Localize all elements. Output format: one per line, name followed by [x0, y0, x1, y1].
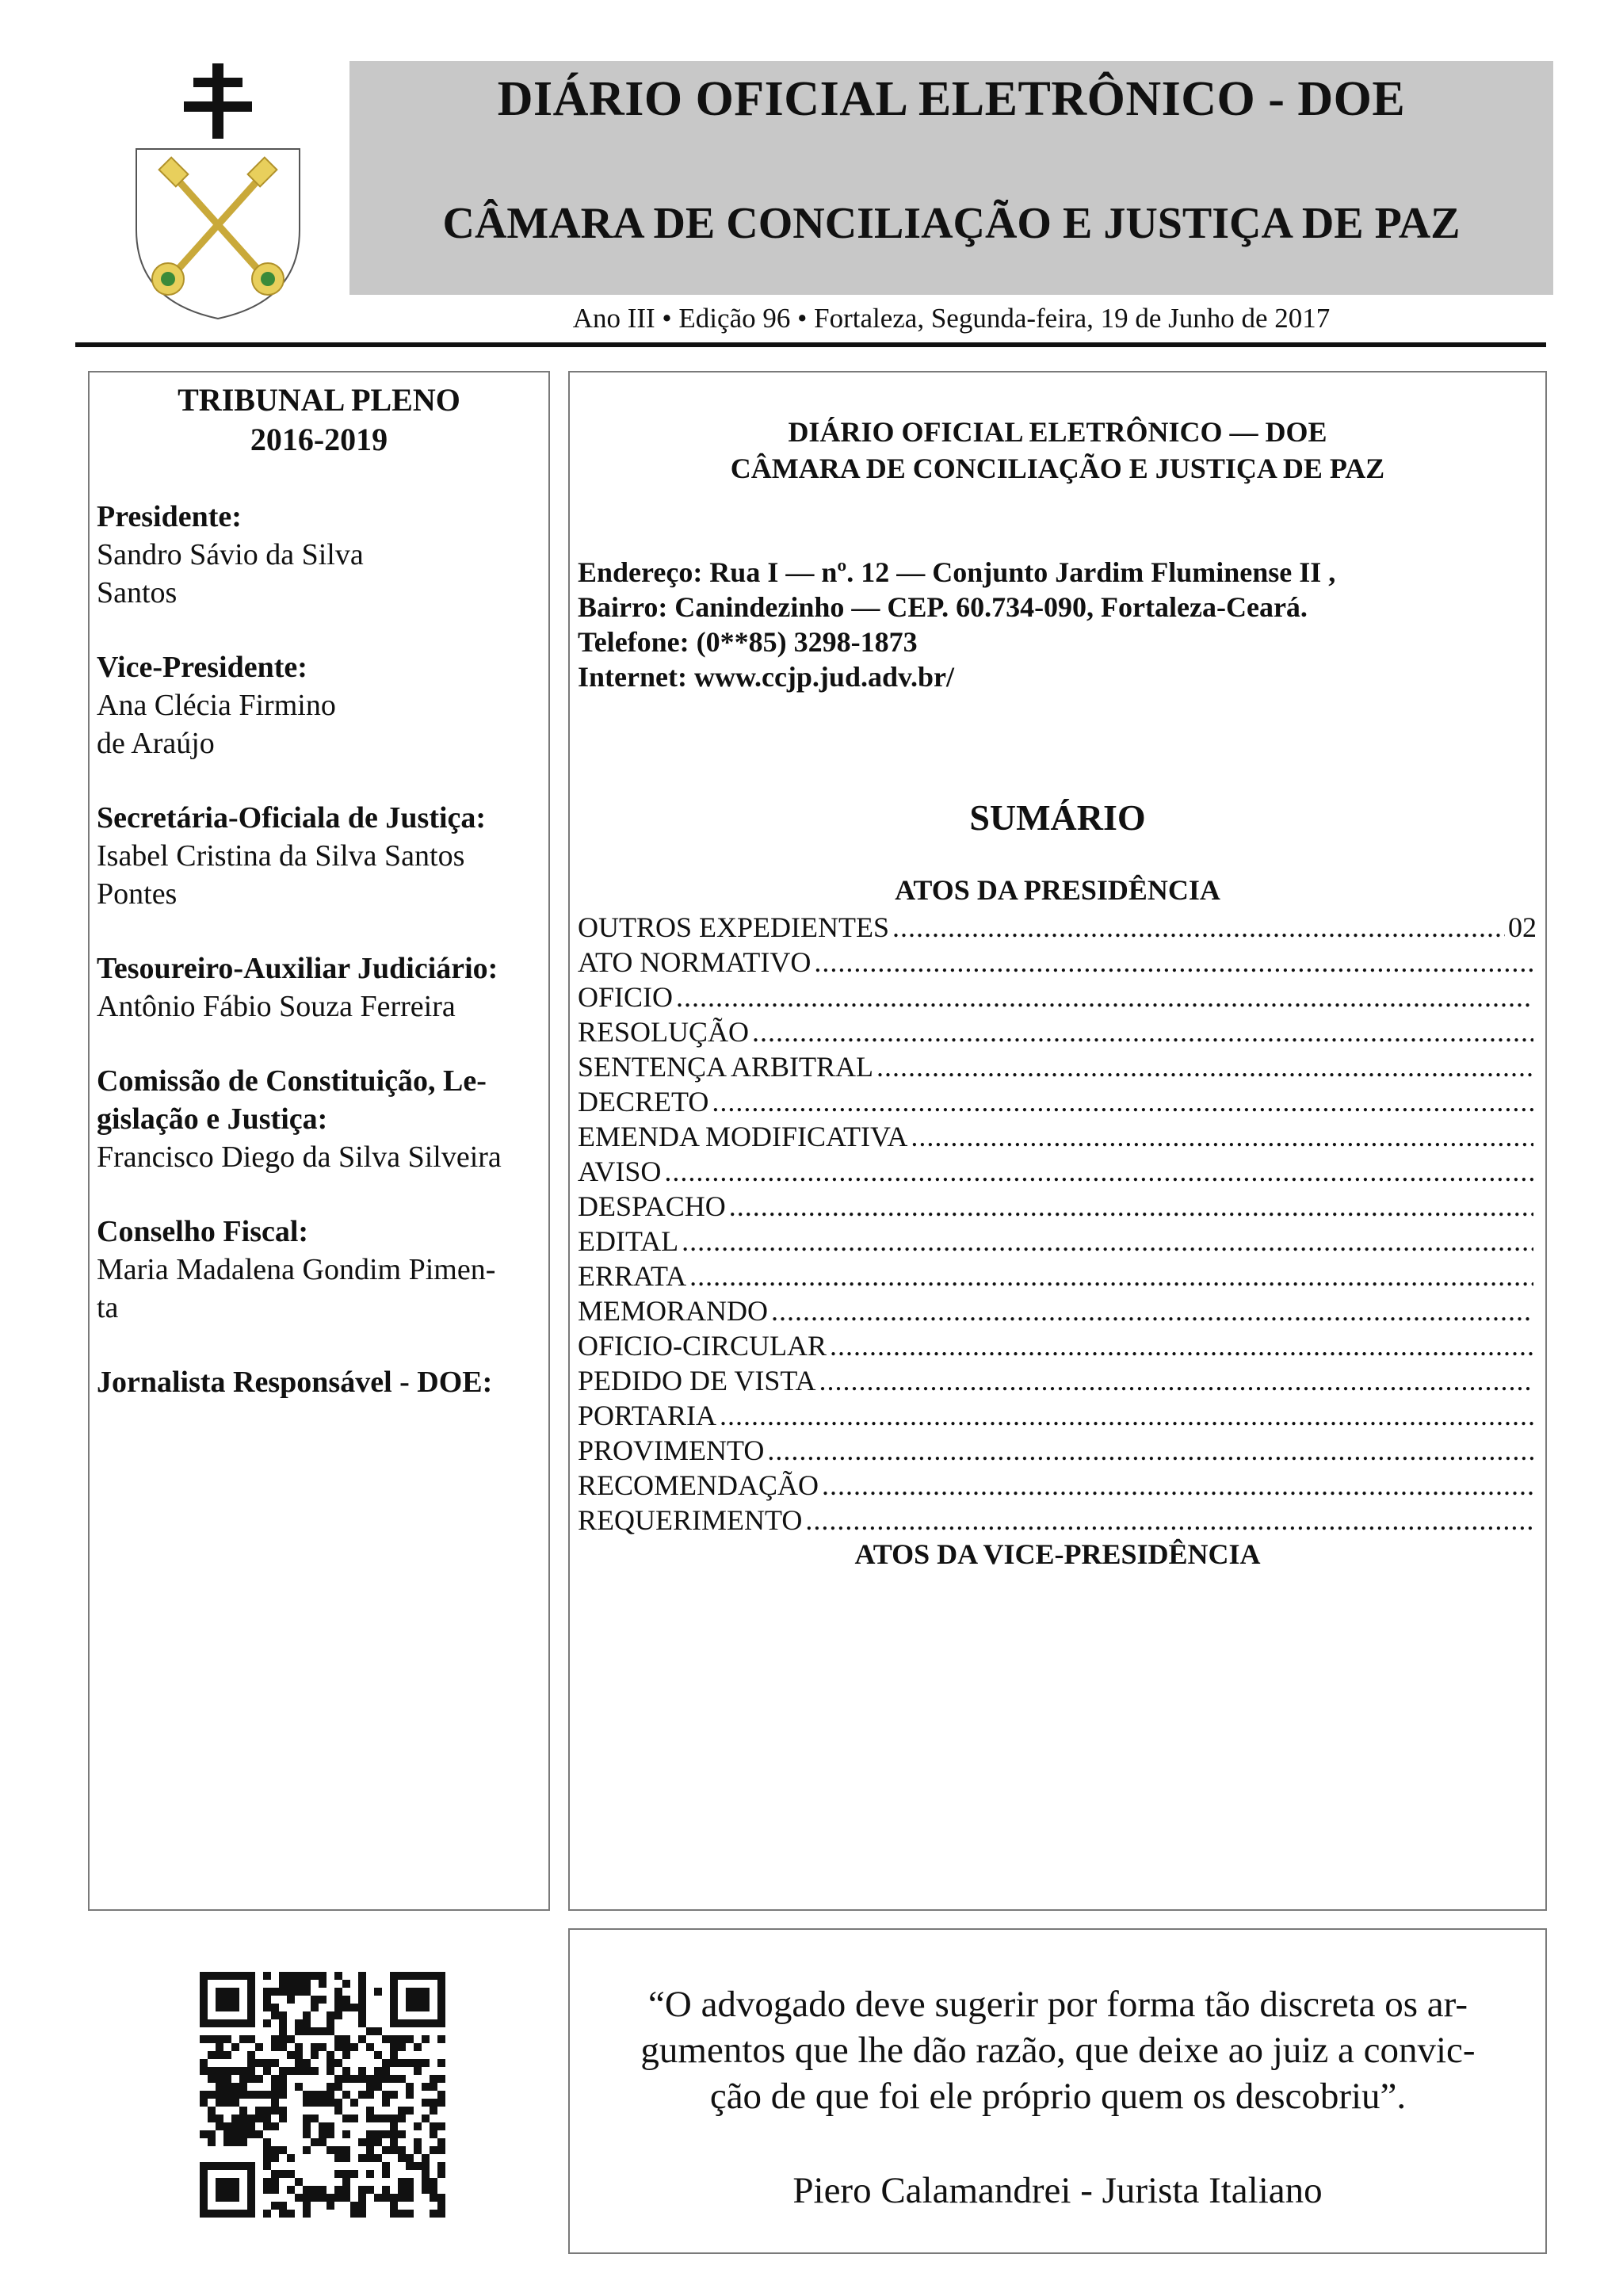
- quote-line: ção de que foi ele próprio quem os descobriu”.: [709, 2076, 1407, 2117]
- toc-label: AVISO: [578, 1156, 662, 1187]
- member-role: Comissão de Constituição, Le-: [97, 1064, 487, 1098]
- toc-label: MEMORANDO: [578, 1295, 769, 1327]
- summary-title: SUMÁRIO: [969, 797, 1146, 838]
- toc-leader-dots: [729, 1189, 1533, 1224]
- toc-leader-dots: [682, 1224, 1533, 1259]
- page-subtitle: CÂMARA DE CONCILIAÇÃO E JUSTIÇA DE PAZ: [442, 199, 1461, 248]
- section-heading-vice-presidency: ATOS DA VICE-PRESIDÊNCIA: [854, 1538, 1261, 1570]
- member-conselho-fiscal: [97, 1213, 540, 1327]
- quote-line: “O advogado deve sugerir por forma tão discreta os ar-: [648, 1984, 1468, 2025]
- member-name: Pontes: [97, 877, 178, 911]
- toc-item[interactable]: [578, 1049, 1537, 1084]
- toc-leader-dots: [712, 1084, 1533, 1119]
- toc-label: DESPACHO: [578, 1190, 726, 1222]
- toc-item[interactable]: [578, 945, 1537, 980]
- toc-label: PEDIDO DE VISTA: [578, 1365, 816, 1396]
- toc-item[interactable]: [578, 1468, 1537, 1503]
- toc-item[interactable]: [578, 1293, 1537, 1328]
- member-tesoureiro: [97, 949, 540, 1026]
- doe-name-line-2: CÂMARA DE CONCILIAÇÃO E JUSTIÇA DE PAZ: [730, 453, 1385, 484]
- member-name: Isabel Cristina da Silva Santos: [97, 839, 465, 873]
- toc-leader-dots: [771, 1293, 1533, 1328]
- qr-code-icon: [200, 1972, 445, 2218]
- toc-leader-dots: [814, 945, 1533, 980]
- section-heading-presidency: ATOS DA PRESIDÊNCIA: [895, 874, 1220, 906]
- toc-item[interactable]: [578, 1363, 1537, 1398]
- toc-label: PROVIMENTO: [578, 1435, 765, 1466]
- toc-item[interactable]: [578, 1014, 1537, 1049]
- member-name: Francisco Diego da Silva Silveira: [97, 1140, 502, 1174]
- toc-item[interactable]: [578, 1503, 1537, 1538]
- toc-leader-dots: [911, 1119, 1533, 1154]
- tribunal-title: TRIBUNAL PLENO: [178, 382, 460, 418]
- table-of-contents: [578, 910, 1537, 1538]
- toc-label: SENTENÇA ARBITRAL: [578, 1051, 874, 1083]
- toc-leader-dots: [767, 1433, 1533, 1468]
- tribunal-years: 2016-2019: [250, 422, 388, 457]
- toc-item[interactable]: [578, 1189, 1537, 1224]
- member-role: Jornalista Responsável - DOE:: [97, 1366, 493, 1399]
- member-vice-presidente: [97, 648, 540, 762]
- toc-item[interactable]: [578, 1224, 1537, 1259]
- toc-item[interactable]: [578, 1398, 1537, 1433]
- member-comissao: [97, 1062, 540, 1176]
- member-jornalista: [97, 1363, 540, 1401]
- page-title: DIÁRIO OFICIAL ELETRÔNICO - DOE: [497, 72, 1406, 126]
- toc-leader-dots: [876, 1049, 1533, 1084]
- contact-website[interactable]: Internet: www.ccjp.jud.adv.br/: [578, 661, 954, 693]
- member-role: Presidente:: [97, 500, 242, 533]
- toc-leader-dots: [830, 1328, 1533, 1363]
- toc-label: REQUERIMENTO: [578, 1504, 803, 1536]
- toc-item[interactable]: [578, 1154, 1537, 1189]
- toc-leader-dots: [720, 1398, 1533, 1433]
- quote-line: gumentos que lhe dão razão, que deixe ao juiz a convic-: [640, 2030, 1476, 2071]
- toc-label: OFICIO-CIRCULAR: [578, 1330, 827, 1362]
- contact-address: Endereço: Rua I — nº. 12 — Conjunto Jardim Fluminense II ,: [578, 556, 1336, 588]
- toc-item[interactable]: [578, 1328, 1537, 1363]
- member-presidente: [97, 498, 540, 612]
- quote-author: Piero Calamandrei - Jurista Italiano: [792, 2170, 1323, 2211]
- coat-of-arms-icon: [127, 63, 309, 325]
- member-name: Sandro Sávio da Silva: [97, 538, 364, 571]
- member-secretaria: [97, 799, 540, 913]
- toc-label: EDITAL: [578, 1225, 679, 1257]
- toc-item[interactable]: [578, 910, 1537, 945]
- toc-label: PORTARIA: [578, 1400, 716, 1431]
- toc-item[interactable]: [578, 980, 1537, 1014]
- toc-leader-dots: [805, 1503, 1533, 1538]
- toc-label: EMENDA MODIFICATIVA: [578, 1121, 908, 1152]
- member-role: gislação e Justiça:: [97, 1102, 328, 1136]
- contact-district: Bairro: Canindezinho — CEP. 60.734-090, Fortaleza-Ceará.: [578, 591, 1308, 623]
- toc-item[interactable]: [578, 1084, 1537, 1119]
- member-name: ta: [97, 1291, 119, 1324]
- toc-label: OFICIO: [578, 981, 674, 1013]
- member-name: Maria Madalena Gondim Pimen-: [97, 1253, 496, 1286]
- member-role: Conselho Fiscal:: [97, 1215, 309, 1248]
- toc-item[interactable]: [578, 1119, 1537, 1154]
- toc-label: ERRATA: [578, 1260, 687, 1292]
- toc-label: DECRETO: [578, 1086, 709, 1117]
- quote-text: [590, 1981, 1526, 2119]
- toc-leader-dots: [752, 1014, 1533, 1049]
- toc-leader-dots: [664, 1154, 1533, 1189]
- toc-label: RESOLUÇÃO: [578, 1016, 750, 1048]
- member-name: de Araújo: [97, 727, 215, 760]
- member-name: Santos: [97, 576, 178, 609]
- toc-leader-dots: [819, 1363, 1533, 1398]
- header-divider: [75, 342, 1546, 347]
- toc-leader-dots: [822, 1468, 1533, 1503]
- toc-item[interactable]: [578, 1259, 1537, 1293]
- toc-label: ATO NORMATIVO: [578, 946, 812, 978]
- contact-phone: Telefone: (0**85) 3298-1873: [578, 626, 918, 658]
- toc-label: RECOMENDAÇÃO: [578, 1469, 819, 1501]
- toc-leader-dots: [892, 910, 1505, 945]
- member-name: Ana Clécia Firmino: [97, 689, 336, 722]
- toc-leader-dots: [689, 1259, 1533, 1293]
- member-role: Secretária-Oficiala de Justiça:: [97, 801, 487, 835]
- toc-item[interactable]: [578, 1433, 1537, 1468]
- edition-line: Ano III • Edição 96 • Fortaleza, Segunda-feira, 19 de Junho de 2017: [572, 303, 1331, 334]
- member-name: Antônio Fábio Souza Ferreira: [97, 990, 456, 1023]
- toc-label: OUTROS EXPEDIENTES: [578, 911, 889, 943]
- toc-leader-dots: [676, 980, 1533, 1014]
- doe-name-line-1: DIÁRIO OFICIAL ELETRÔNICO — DOE: [788, 416, 1327, 448]
- member-role: Vice-Presidente:: [97, 651, 307, 684]
- member-role: Tesoureiro-Auxiliar Judiciário:: [97, 952, 498, 985]
- toc-page-number: 02: [1508, 911, 1537, 943]
